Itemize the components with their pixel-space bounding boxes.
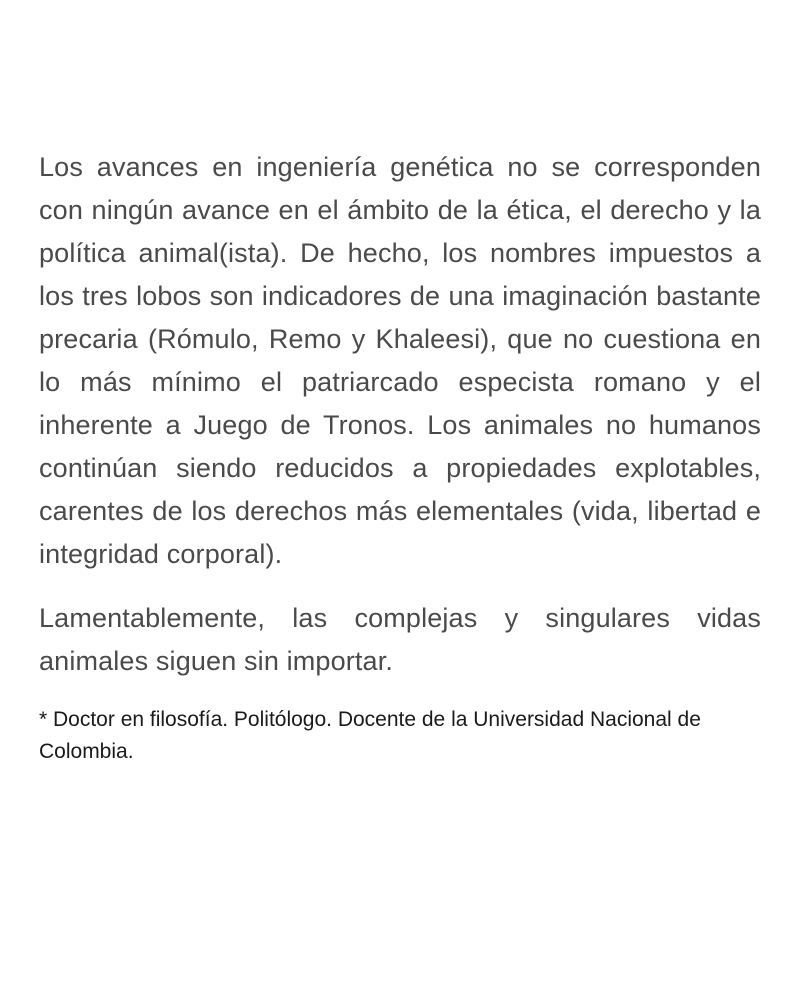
article-paragraph-1: Los avances en ingeniería genética no se corresponden con ningún avance en el ámbito de la ética, el derecho y la política animal(ista). De hecho, los nombres impuestos a los tres lobos son indicadores de una imaginación bastante precaria (Rómulo, Remo y Khaleesi), que no cuestiona en lo más mínimo el patriarcado especista romano y el inherente a Juego de Tronos. Los animales no humanos continúan siendo reducidos a propiedades explotables, carentes de los derechos más elementales (vida, libertad e integridad corporal). bbox=[39, 152, 761, 569]
author-footnote: * Doctor en filosofía. Politólogo. Docente de la Universidad Nacional de Colombia. bbox=[39, 708, 701, 763]
article-paragraph-2: Lamentablemente, las complejas y singulares vidas animales siguen sin importar. bbox=[39, 603, 761, 676]
article-body bbox=[39, 146, 761, 768]
